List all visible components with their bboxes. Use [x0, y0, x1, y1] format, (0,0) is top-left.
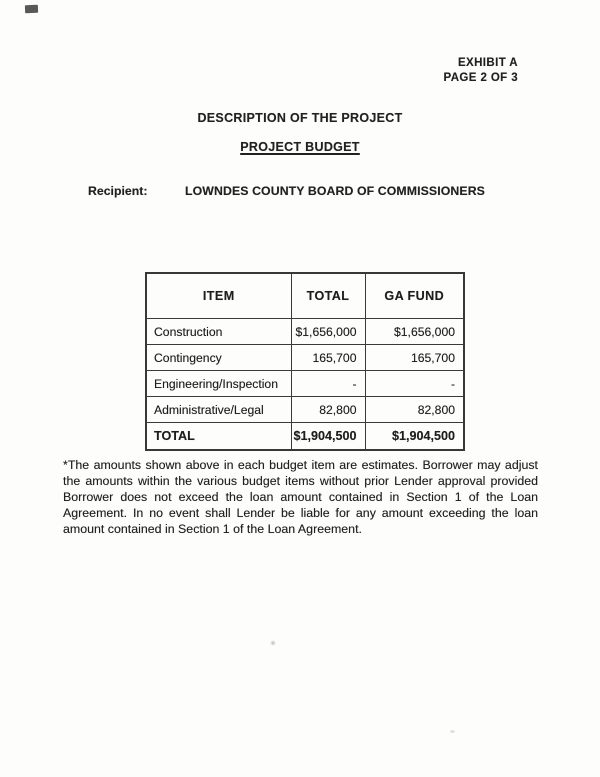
row-ga-fund-value: 165,700: [365, 345, 464, 371]
recipient-row: [88, 184, 485, 198]
row-total-value: 82,800: [291, 397, 365, 423]
column-header-item: ITEM: [146, 273, 291, 319]
exhibit-label: EXHIBIT A: [457, 57, 518, 69]
scan-artifact-speck: [450, 730, 455, 733]
scan-artifact-corner-mark: [25, 5, 38, 13]
recipient-name: LOWNDES COUNTY BOARD OF COMMISSIONERS: [185, 184, 485, 198]
budget-table: [145, 272, 465, 451]
footnote-paragraph: *The amounts shown above in each budget item are estimates. Borrower may adjust the amounts within the various budget items without prior Lender approval provided Borrower does not exceed the loan amount contained in Section 1 of the Loan Agreement. In no event shall Lender be liable for any amount exceeding the loan amount contained in Section 1 of the Loan Agreement.: [63, 458, 538, 536]
total-row-label: TOTAL: [146, 423, 291, 451]
column-header-ga-fund: GA FUND: [365, 273, 464, 319]
row-total-value: $1,656,000: [291, 319, 365, 345]
row-item-label: Engineering/Inspection: [146, 371, 291, 397]
table-row: [146, 397, 464, 423]
column-header-total: TOTAL: [291, 273, 365, 319]
row-total-value: 165,700: [291, 345, 365, 371]
exhibit-header: [444, 56, 518, 86]
total-row-ga-fund-value: $1,904,500: [365, 423, 464, 451]
table-row: [146, 371, 464, 397]
scan-artifact-speck: [270, 640, 276, 646]
row-ga-fund-value: 82,800: [365, 397, 464, 423]
table-total-row: [146, 423, 464, 451]
page-number-label: PAGE 2 OF 3: [443, 72, 518, 84]
row-ga-fund-value: $1,656,000: [365, 319, 464, 345]
recipient-label: Recipient:: [88, 184, 148, 198]
row-total-value: -: [291, 371, 365, 397]
row-item-label: Contingency: [146, 345, 291, 371]
document-subtitle: [0, 140, 600, 154]
document-title: DESCRIPTION OF THE PROJECT: [197, 111, 403, 125]
table-header-row: [146, 273, 464, 319]
row-item-label: Construction: [146, 319, 291, 345]
row-item-label: Administrative/Legal: [146, 397, 291, 423]
document-subtitle-text: PROJECT BUDGET: [240, 140, 360, 154]
table-row: [146, 345, 464, 371]
row-ga-fund-value: -: [365, 371, 464, 397]
table-row: [146, 319, 464, 345]
total-row-total-value: $1,904,500: [291, 423, 365, 451]
